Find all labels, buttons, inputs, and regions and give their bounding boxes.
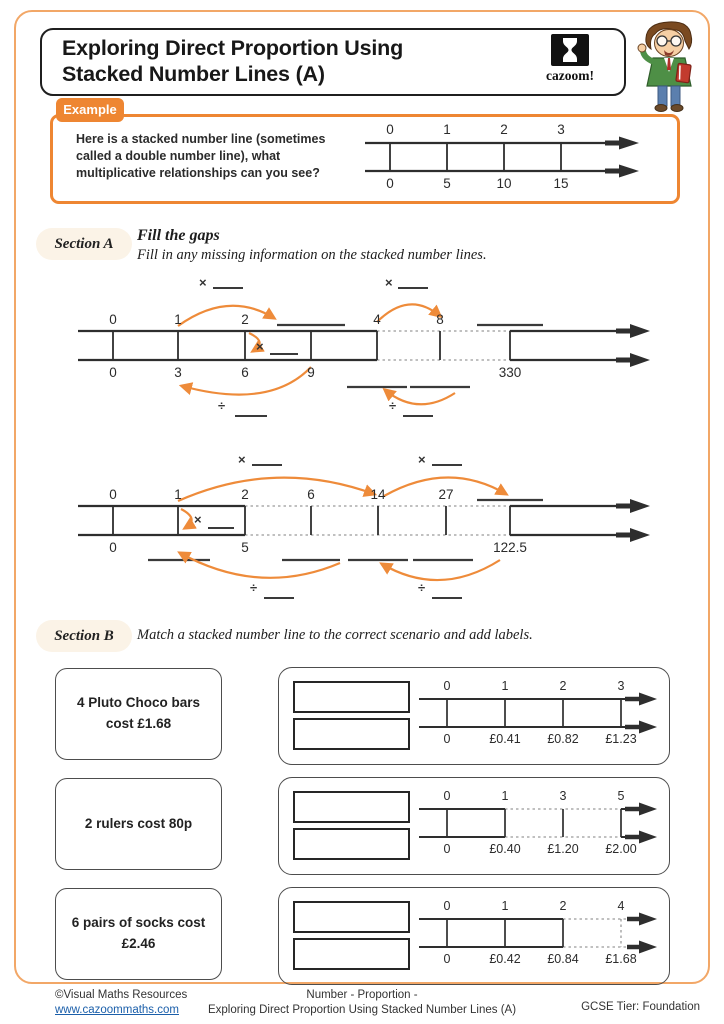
answer-box[interactable] [293,828,410,860]
example-bottom-label: 0 [386,176,394,191]
match1-top-label: 2 [559,679,567,693]
cazoom-logo-text: cazoom! [546,68,594,83]
scenario-text: 2 rulers cost 80p [84,815,193,831]
match1-bottom-label: 0 [443,732,451,746]
footer-tier: GCSE Tier: Foundation [581,1001,700,1013]
page-title-line2: Stacked Number Lines (A) [62,62,325,86]
nl1-bottom-label: 0 [109,365,117,380]
nl1-bottom-label: 9 [307,365,315,380]
nl2-divide-operator: ÷ [418,580,426,595]
nl1-times-operator: × [199,275,207,290]
nl2-top-label: 1 [174,487,182,502]
nl1-divide-operator: ÷ [389,398,397,413]
page-title [62,35,403,87]
match-card-3 [278,887,670,985]
nl1-bottom-label: 6 [241,365,249,380]
match2-bottom-label: £2.00 [605,842,637,856]
section-b-instruction: Match a stacked number line to the correct scenario and add labels. [137,627,533,643]
answer-box[interactable] [293,681,410,713]
match-card-2 [278,777,670,875]
match2-top-label: 1 [501,789,509,803]
scenario-card-1 [55,668,222,760]
answer-box[interactable] [293,938,410,970]
match3-top-label: 1 [501,899,509,913]
stacked-number-line-1-graphic [60,270,670,428]
section-a-title: Fill the gaps [137,227,220,244]
match3-top-label: 0 [443,899,451,913]
nl1-top-label: 1 [174,312,182,327]
nl1-times-operator: × [385,275,393,290]
nl1-bottom-label: 3 [174,365,182,380]
nl2-top-label: 2 [241,487,249,502]
match2-top-label: 0 [443,789,451,803]
nl1-top-label: 8 [436,312,444,327]
nl2-top-label: 0 [109,487,117,502]
section-a-instruction: Fill in any missing information on the stacked number lines. [137,247,487,263]
match2-bottom-label: 0 [443,842,451,856]
scenario-text: 6 pairs of socks cost £2.46 [71,915,206,951]
example-text-line3: multiplicative relationships can you see? [76,166,320,180]
match3-bottom-label: 0 [443,952,451,966]
example-text [76,131,356,182]
match3-bottom-label: £0.84 [547,952,579,966]
match1-bottom-label: £1.23 [605,732,637,746]
match3-bottom-label: £0.42 [489,952,521,966]
match2-bottom-label: £1.20 [547,842,579,856]
footer-topic: Number - Proportion - [306,989,418,1001]
footer-worksheet-name: Exploring Direct Proportion Using Stacked Number Lines (A) [207,1004,517,1016]
match2-top-label: 5 [617,789,625,803]
match2-bottom-label: £0.40 [489,842,521,856]
match3-top-label: 4 [617,899,625,913]
nl1-top-label: 0 [109,312,117,327]
answer-box[interactable] [293,901,410,933]
match-card-1 [278,667,670,765]
nl1-divide-operator: ÷ [218,398,226,413]
example-top-label: 0 [386,122,394,137]
match1-bottom-label: £0.82 [547,732,579,746]
match3-bottom-label: £1.68 [605,952,637,966]
nl2-times-operator: × [238,452,246,467]
footer-copyright: ©Visual Maths Resources [55,989,188,1001]
scenario-text: 4 Pluto Choco bars cost £1.68 [76,695,201,731]
section-a-label: Section A [36,228,132,260]
example-top-label: 1 [443,122,451,137]
match1-top-label: 3 [617,679,625,693]
cazoom-logo-icon [550,33,590,67]
nl2-times-operator: × [194,512,202,527]
nl1-times-operator: × [256,339,264,354]
match3-top-label: 2 [559,899,567,913]
example-text-line1: Here is a stacked number line (sometimes [76,132,326,146]
nl2-bottom-label: 5 [241,540,249,555]
nl1-top-label: 4 [373,312,381,327]
nl1-top-label: 2 [241,312,249,327]
example-bottom-label: 15 [553,176,569,191]
example-bottom-label: 10 [496,176,512,191]
footer-center [182,988,542,1018]
nl2-top-label: 14 [370,487,386,502]
example-top-label: 3 [557,122,565,137]
stacked-number-line-2-graphic [60,450,670,612]
scenario-card-2 [55,778,222,870]
match1-bottom-label: £0.41 [489,732,521,746]
nl2-times-operator: × [418,452,426,467]
example-text-line2: called a double number line), what [76,149,281,163]
stacked-number-line-2 [60,450,670,612]
match2-top-label: 3 [559,789,567,803]
example-number-line [355,116,660,196]
nl2-top-label: 27 [438,487,454,502]
nl2-top-label: 6 [307,487,315,502]
match1-top-label: 1 [501,679,509,693]
example-top-label: 2 [500,122,508,137]
cazoom-logo [546,33,594,84]
section-b-label: Section B [36,620,132,652]
answer-box[interactable] [293,791,410,823]
nl1-bottom-label: 330 [498,365,522,380]
answer-box[interactable] [293,718,410,750]
footer-url-link[interactable]: www.cazoommaths.com [55,1004,179,1016]
footer-left [55,988,187,1018]
nl2-divide-operator: ÷ [250,580,258,595]
page-title-line1: Exploring Direct Proportion Using [62,36,404,60]
match1-top-label: 0 [443,679,451,693]
example-bottom-label: 5 [443,176,451,191]
stacked-number-line-1 [60,270,670,428]
scenario-card-3 [55,888,222,980]
teacher-cartoon [630,18,708,114]
nl2-bottom-label: 0 [109,540,117,555]
nl2-bottom-label: 122.5 [493,540,527,555]
example-badge: Example [56,98,124,122]
